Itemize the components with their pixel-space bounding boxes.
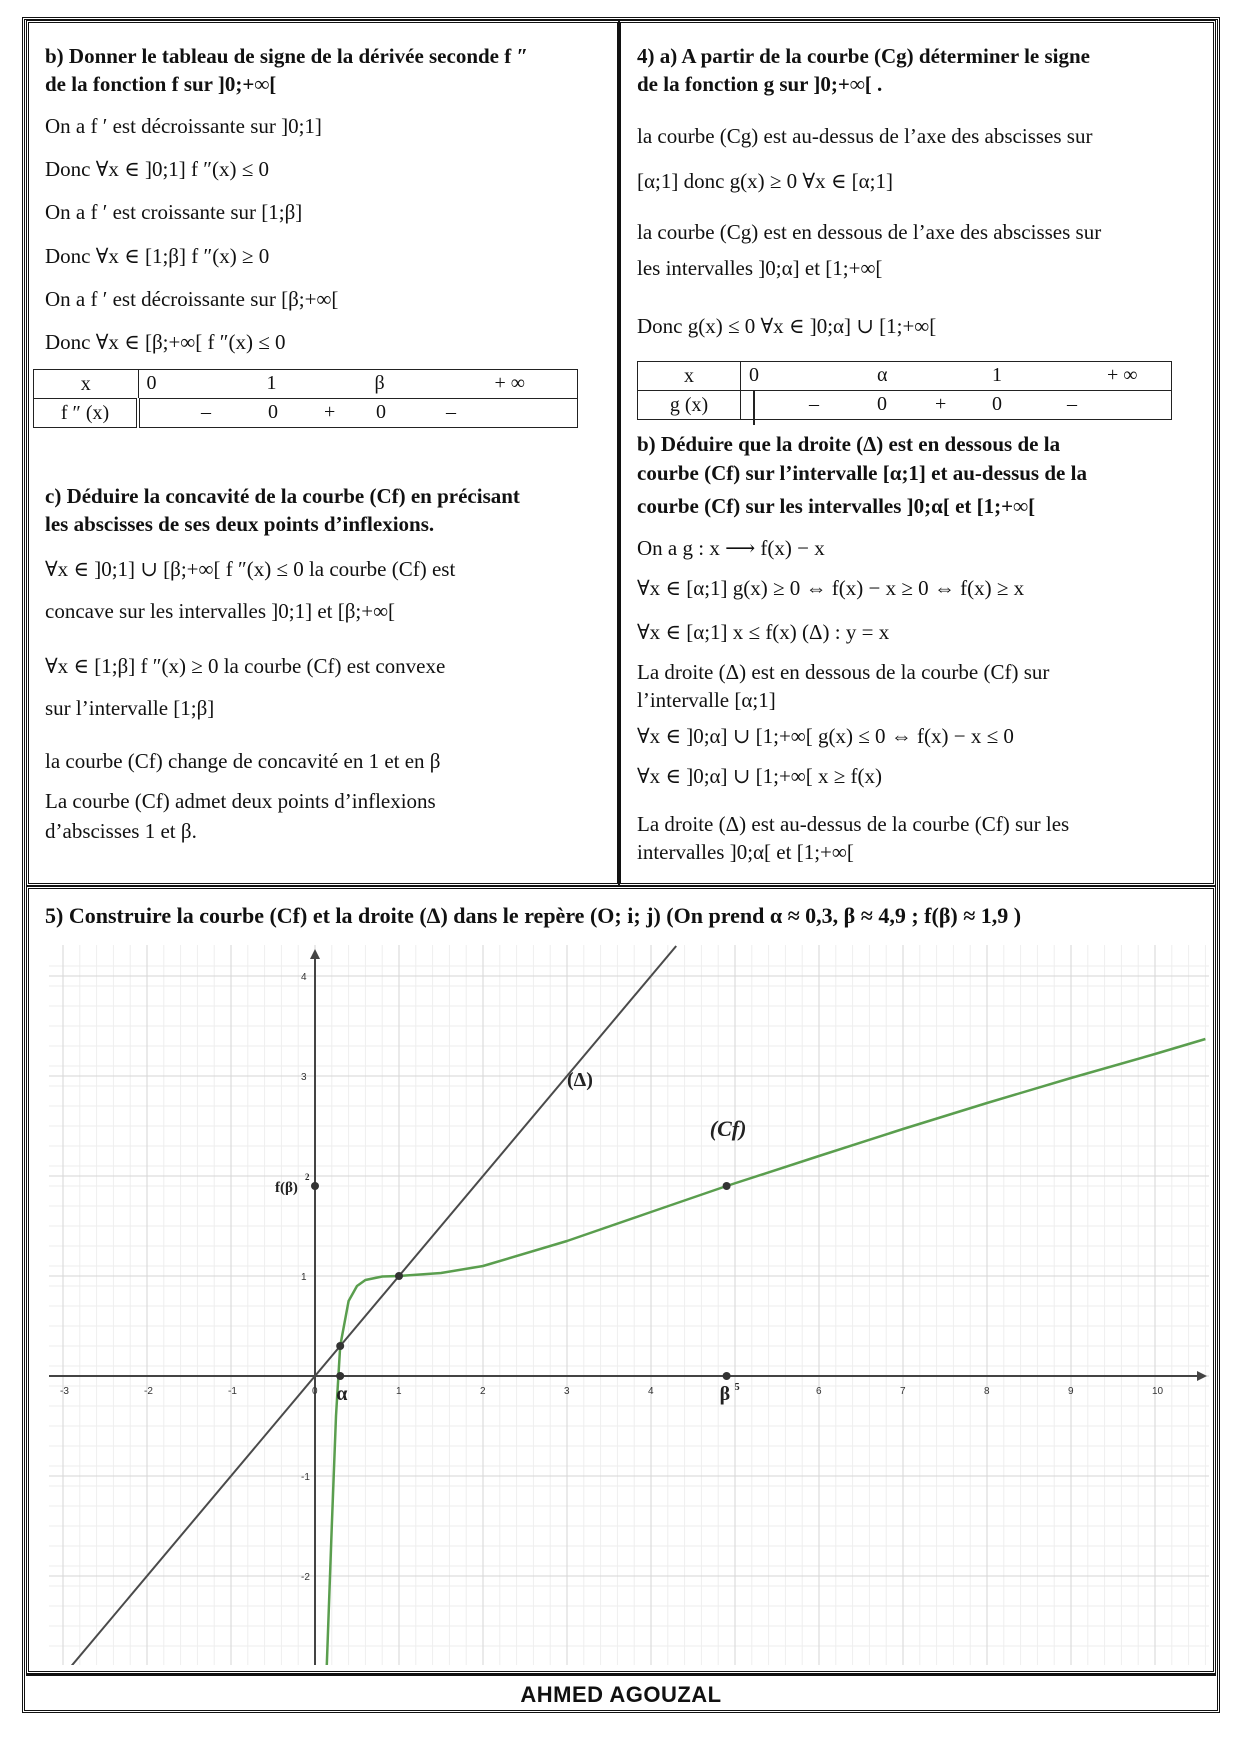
table-value: + ∞ <box>1107 364 1138 386</box>
text-line: ∀x ∈ ]0;α] ∪ [1;+∞[ g(x) ≤ 0 ⇔ f(x) − x ≤ 0 <box>637 724 1014 748</box>
table-value: 0 <box>146 372 157 394</box>
table-value: – <box>446 401 456 423</box>
table-bar <box>753 391 755 425</box>
f-beta-label: f(β) <box>275 1180 298 1196</box>
text-line: sur l’intervalle [1;β] <box>45 696 215 720</box>
text-line: Donc ∀x ∈ [1;β] f ″(x) ≥ 0 <box>45 244 270 268</box>
text-line: On a g : x ⟶ f(x) − x <box>637 536 825 560</box>
question-4b-title-line1: b) Déduire que la droite (Δ) est en dessous de la <box>637 432 1061 456</box>
table-header-fsecond: f ″ (x) <box>34 399 139 428</box>
x-tick-label: 1 <box>396 1386 402 1397</box>
text-line: Donc g(x) ≤ 0 ∀x ∈ ]0;α] ∪ [1;+∞[ <box>637 314 937 338</box>
table-header-x: x <box>638 362 741 391</box>
right-panel <box>618 20 1216 886</box>
table-value: – <box>1067 393 1077 415</box>
x-tick-label: 7 <box>900 1386 906 1397</box>
text-line: ∀x ∈ [α;1] x ≤ f(x) (Δ) : y = x <box>637 620 890 644</box>
table-value: 0 <box>749 364 759 386</box>
text-line: d’abscisses 1 et β. <box>45 819 197 843</box>
question-4b-title-line3: courbe (Cf) sur les intervalles ]0;α[ et [1;+∞[ <box>637 494 1036 518</box>
table-header-x: x <box>34 370 139 399</box>
x-tick-label: 3 <box>564 1386 570 1397</box>
point-marker <box>395 1272 403 1280</box>
footer <box>26 1674 1216 1712</box>
point-marker <box>723 1372 731 1380</box>
table-value: – <box>809 393 819 415</box>
x-tick-label: -2 <box>144 1386 153 1397</box>
point-marker <box>311 1182 319 1190</box>
point-marker <box>336 1342 344 1350</box>
table-header-g: g (x) <box>638 391 741 420</box>
table-value: + <box>324 401 336 423</box>
author-name: AHMED AGOUZAL <box>520 1682 722 1707</box>
table-value: + <box>935 393 947 415</box>
y-tick-label: 4 <box>301 972 307 983</box>
function-graph <box>49 945 1209 1665</box>
text-line: ∀x ∈ [1;β] f ″(x) ≥ 0 la courbe (Cf) est convexe <box>45 654 446 678</box>
text-line: la courbe (Cg) est au-dessus de l’axe des abscisses sur <box>637 124 1093 148</box>
y-tick-label: 2 <box>305 1172 310 1182</box>
text-line: concave sur les intervalles ]0;1] et [β;+∞[ <box>45 599 396 623</box>
question-4a-title-line1: 4) a) A partir de la courbe (Cg) déterminer le signe <box>637 44 1090 68</box>
text-line: ∀x ∈ [α;1] g(x) ≥ 0 ⇔ f(x) − x ≥ 0 ⇔ f(x) ≥ x <box>637 576 1025 600</box>
x-tick-label: 9 <box>1068 1386 1074 1397</box>
table-value: 0 <box>376 401 386 423</box>
x-tick-label: -1 <box>228 1386 237 1397</box>
table-value: – <box>201 401 211 423</box>
text-line: la courbe (Cg) est en dessous de l’axe des abscisses sur <box>637 220 1102 244</box>
x-tick-label: 4 <box>648 1386 654 1397</box>
fsecond-sign-table <box>33 369 578 428</box>
x-tick-label: 6 <box>816 1386 822 1397</box>
question-4b-title-line2: courbe (Cf) sur l’intervalle [α;1] et au-dessus de la <box>637 461 1087 485</box>
text-line: intervalles ]0;α[ et [1;+∞[ <box>637 840 854 864</box>
table-value: + ∞ <box>494 372 526 394</box>
text-line: On a f ′ est décroissante sur [β;+∞[ <box>45 287 339 311</box>
text-line: ∀x ∈ ]0;1] ∪ [β;+∞[ f ″(x) ≤ 0 la courbe (Cf) est <box>45 557 456 581</box>
alpha-label: α <box>336 1383 348 1405</box>
beta-label: β <box>719 1383 731 1405</box>
left-panel <box>26 20 620 886</box>
text-line: ∀x ∈ ]0;α] ∪ [1;+∞[ x ≥ f(x) <box>637 764 883 788</box>
cf-curve <box>327 1039 1206 1665</box>
table-value: 1 <box>992 364 1002 386</box>
text-line: Donc ∀x ∈ [β;+∞[ f ″(x) ≤ 0 <box>45 330 286 354</box>
y-tick-label: -1 <box>301 1472 310 1483</box>
point-marker <box>336 1372 344 1380</box>
text-line: On a f ′ est décroissante sur ]0;1] <box>45 114 322 138</box>
table-value: β <box>374 372 385 394</box>
text-line: La courbe (Cf) admet deux points d’inflexions <box>45 789 436 813</box>
question-5-title: 5) Construire la courbe (Cf) et la droite (Δ) dans le repère (O; i; j) (On prend α ≈ 0,3, β ≈ 4,9 ; f(β) ≈ 1,9 ) <box>45 903 1022 928</box>
x-tick-label: 10 <box>1152 1386 1164 1397</box>
text-line: Donc ∀x ∈ ]0;1] f ″(x) ≤ 0 <box>45 157 270 181</box>
text-line: [α;1] donc g(x) ≥ 0 ∀x ∈ [α;1] <box>637 169 893 193</box>
y-axis-arrow-icon <box>310 949 320 959</box>
x-tick-label: 8 <box>984 1386 990 1397</box>
question-b-title-line2: de la fonction f sur ]0;+∞[ <box>45 72 277 96</box>
g-sign-table <box>637 361 1172 420</box>
table-value: 0 <box>877 393 887 415</box>
x-tick-label: 5 <box>734 1382 740 1393</box>
delta-label: (Δ) <box>567 1069 593 1091</box>
y-tick-label: -2 <box>301 1572 310 1583</box>
graph-panel <box>26 886 1216 1674</box>
text-line: les intervalles ]0;α] et [1;+∞[ <box>637 256 883 280</box>
question-b-title-line1: b) Donner le tableau de signe de la dérivée seconde f ″ <box>45 44 529 68</box>
y-tick-label: 3 <box>301 1072 307 1083</box>
question-4a-title-line2: de la fonction g sur ]0;+∞[ . <box>637 72 883 96</box>
text-line: La droite (Δ) est au-dessus de la courbe (Cf) sur les <box>637 812 1070 836</box>
x-tick-label: -3 <box>60 1386 69 1397</box>
question-c-title-line2: les abscisses de ses deux points d’inflexions. <box>45 512 435 536</box>
text-line: l’intervalle [α;1] <box>637 688 776 712</box>
text-line: On a f ′ est croissante sur [1;β] <box>45 200 303 224</box>
point-marker <box>723 1182 731 1190</box>
text-line: la courbe (Cf) change de concavité en 1 et en β <box>45 749 441 773</box>
x-tick-label: 2 <box>480 1386 486 1397</box>
table-value: α <box>877 364 888 386</box>
y-tick-label: 1 <box>301 1272 307 1283</box>
question-c-title-line1: c) Déduire la concavité de la courbe (Cf) en précisant <box>45 484 520 508</box>
table-value: 0 <box>268 401 278 423</box>
table-value: 0 <box>992 393 1002 415</box>
table-value: 1 <box>266 372 277 394</box>
text-line: La droite (Δ) est en dessous de la courbe (Cf) sur <box>637 660 1050 684</box>
cf-label: (Cf) <box>709 1116 747 1141</box>
x-tick-label: 0 <box>312 1386 318 1397</box>
